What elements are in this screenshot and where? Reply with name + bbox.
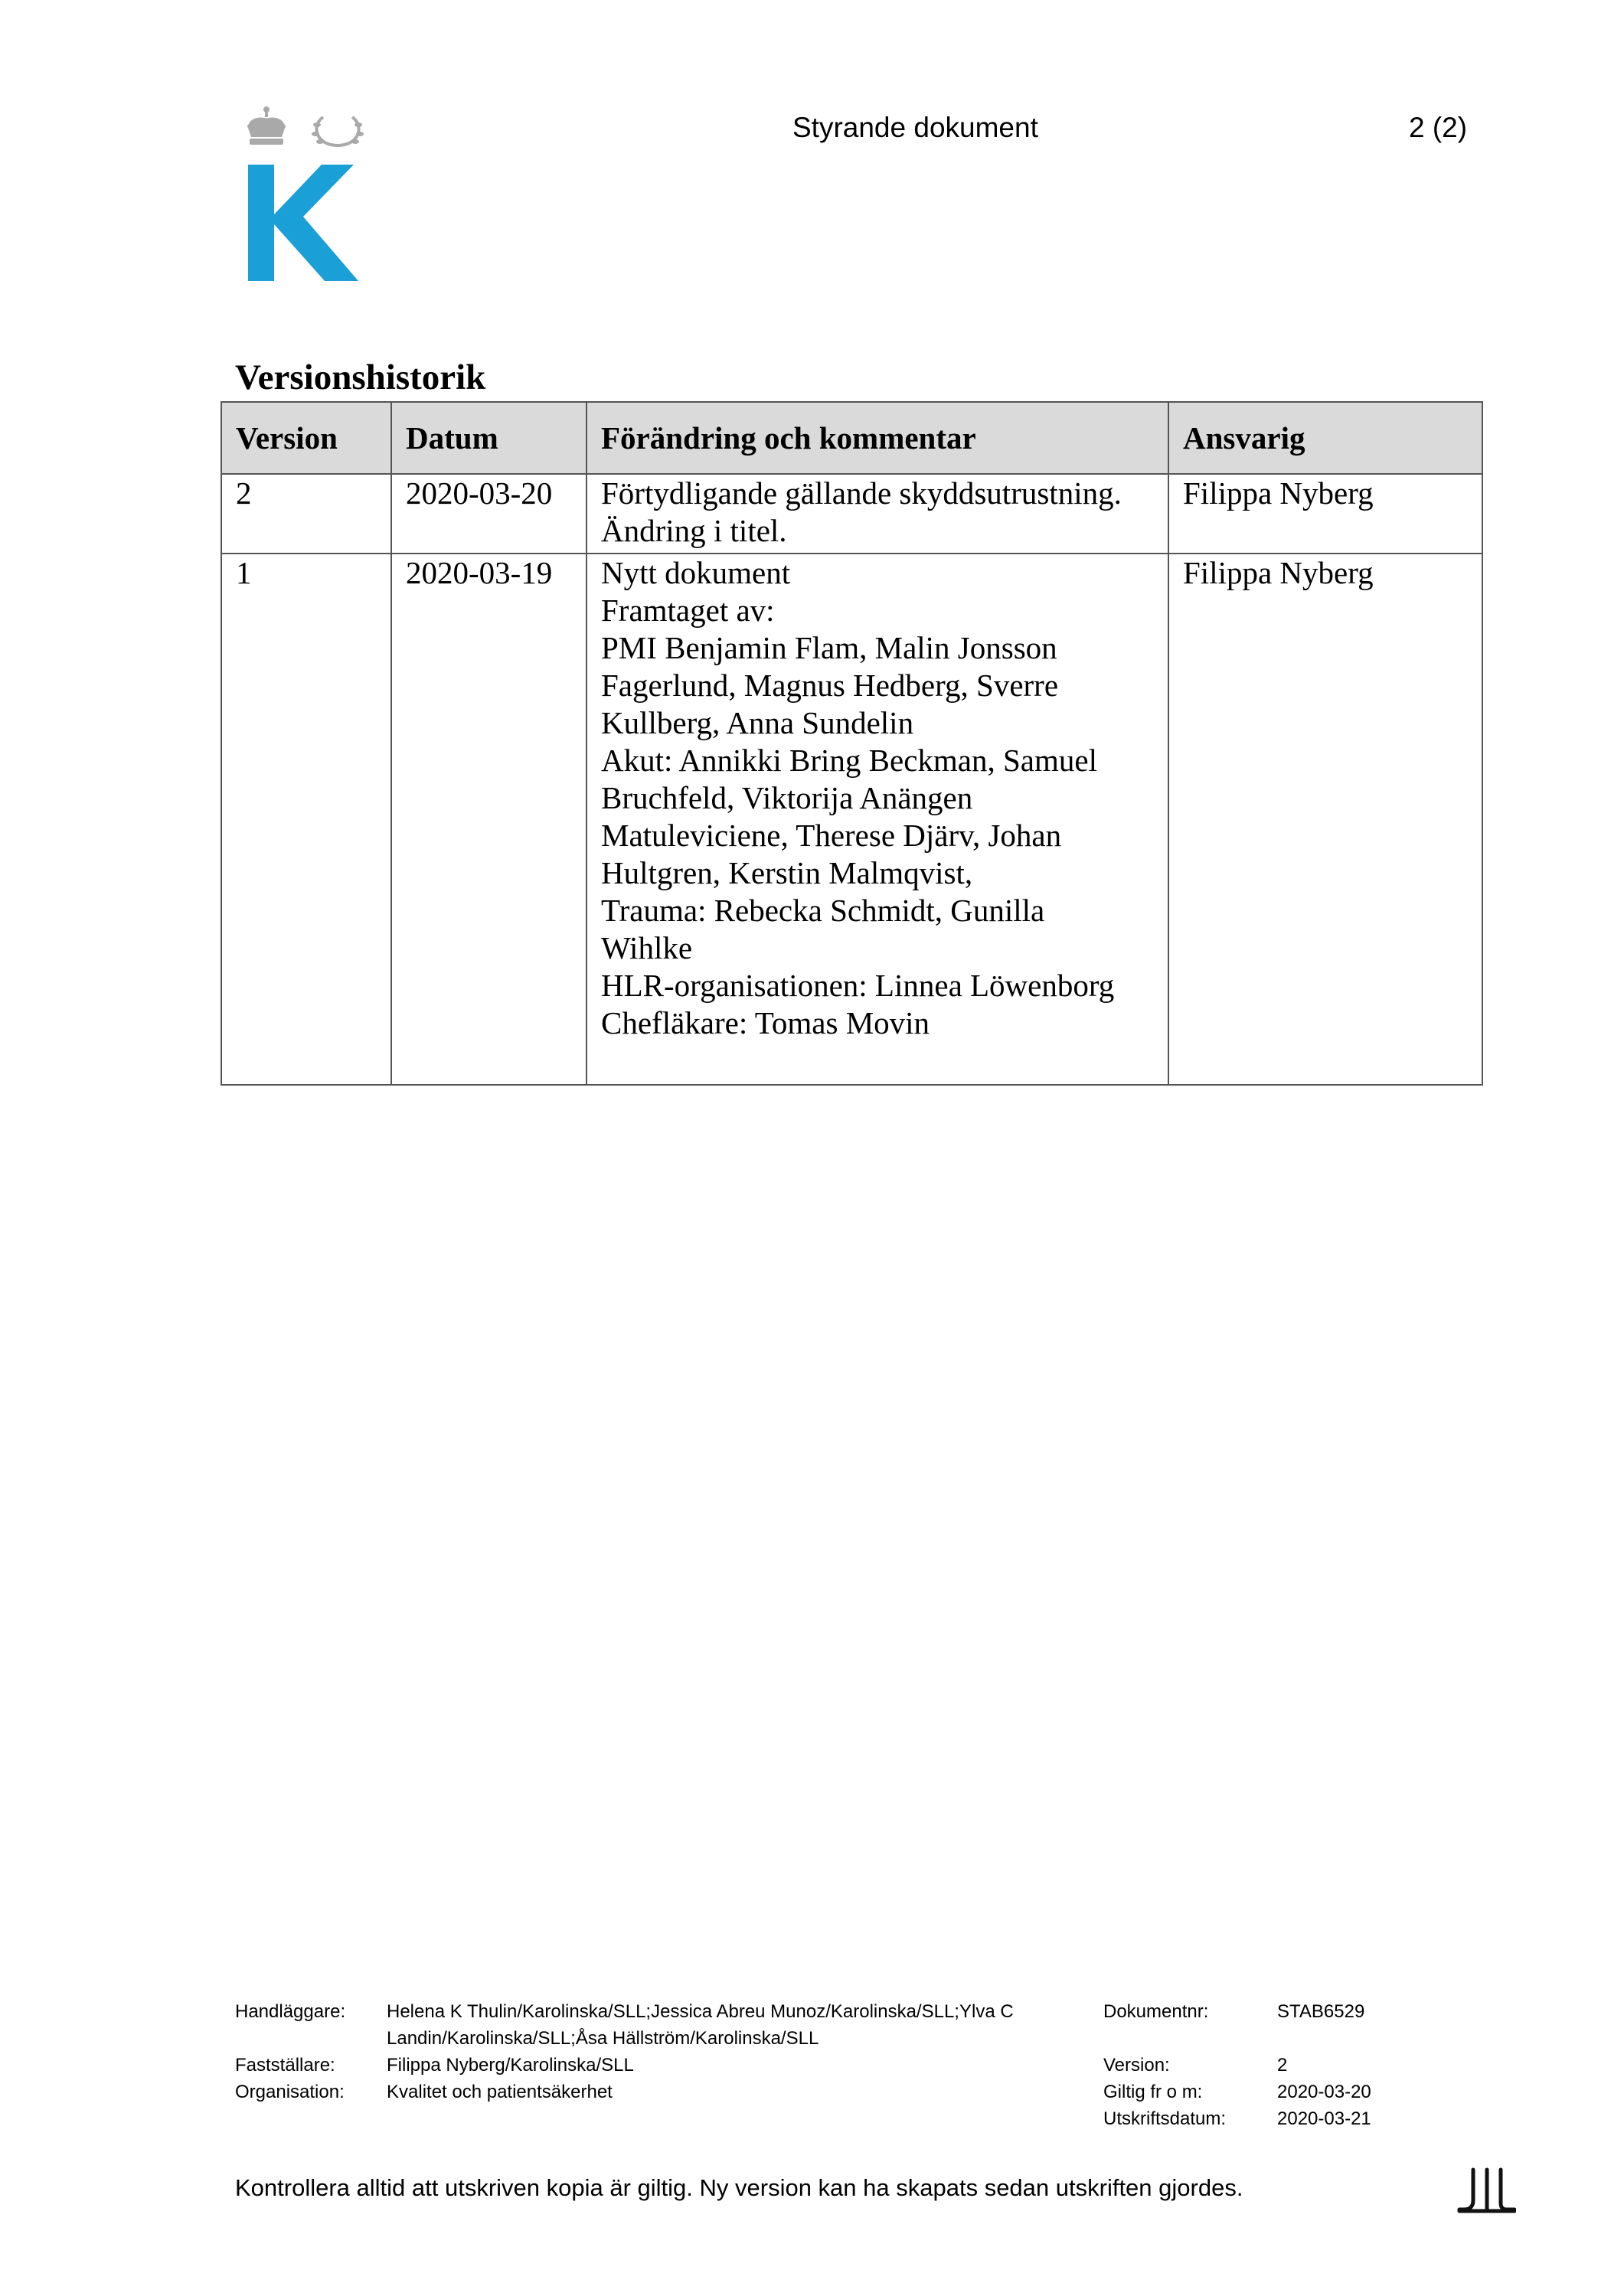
giltig-value: 2020-03-20 (1277, 2082, 1371, 2102)
page-number: 2 (2) (1409, 112, 1468, 143)
responsible-cell: Filippa Nyberg (1168, 554, 1482, 1085)
change-line: PMI Benjamin Flam, Malin Jonsson (601, 630, 1057, 665)
utskrift-label: Utskriftsdatum: (1103, 2108, 1227, 2129)
k-letter (248, 165, 358, 281)
change-line: HLR-organisationen: Linnea Löwenborg (601, 968, 1115, 1003)
organisation-value: Kvalitet och patientsäkerhet (387, 2082, 613, 2102)
date-cell: 2020-03-20 (391, 474, 587, 554)
faststallare-value: Filippa Nyberg/Karolinska/SLL (387, 2055, 634, 2076)
change-line: Kullberg, Anna Sundelin (601, 705, 914, 740)
validity-note: Kontrollera alltid att utskriven kopia är giltig. Ny version kan ha skapats sedan utskriften gjordes. (235, 2174, 1243, 2201)
column-header-responsible: Ansvarig (1168, 402, 1482, 474)
change-line: Akut: Annikki Bring Beckman, Samuel (601, 743, 1097, 778)
change-line: Förtydligande gällande skyddsutrustning. (601, 475, 1122, 511)
handlaggare-label: Handläggare: (235, 2001, 346, 2022)
version-history-table (221, 401, 1483, 1086)
change-cell (587, 474, 1168, 554)
table-header-row (221, 402, 1482, 474)
column-header-date: Datum (391, 402, 587, 474)
organisation-label: Organisation: (235, 2082, 345, 2102)
crown-icon (247, 106, 286, 145)
change-line: Nytt dokument (601, 555, 791, 590)
change-line: Chefläkare: Tomas Movin (601, 1005, 930, 1040)
version-cell: 2 (221, 474, 391, 554)
change-line: Fagerlund, Magnus Hedberg, Sverre (601, 668, 1059, 703)
faststallare-label: Fastställare: (235, 2055, 335, 2076)
change-line: Matuleviciene, Therese Djärv, Johan (601, 818, 1062, 853)
giltig-label: Giltig fr o m: (1103, 2082, 1203, 2102)
change-line: Hultgren, Kerstin Malmqvist, (601, 855, 973, 890)
handlaggare-value-cont: Landin/Karolinska/SLL;Åsa Hällström/Karolinska/SLL (387, 2028, 819, 2049)
change-line: Ändring i titel. (601, 513, 787, 548)
date-cell: 2020-03-19 (391, 554, 587, 1085)
change-line: Wihlke (601, 930, 693, 965)
table-row (221, 554, 1482, 1085)
change-line: Trauma: Rebecka Schmidt, Gunilla (601, 893, 1045, 928)
change-line: Bruchfeld, Viktorija Anängen (601, 780, 973, 815)
version-value: 2 (1277, 2055, 1288, 2076)
table-row (221, 474, 1482, 554)
karolinska-logo (237, 103, 368, 283)
sll-logo-icon (1456, 2167, 1516, 2214)
version-label: Version: (1103, 2055, 1170, 2076)
column-header-version: Version (221, 402, 391, 474)
utskrift-value: 2020-03-21 (1277, 2108, 1371, 2129)
responsible-cell: Filippa Nyberg (1168, 474, 1482, 554)
dokumentnr-label: Dokumentnr: (1103, 2001, 1209, 2022)
dokumentnr-value: STAB6529 (1277, 2001, 1365, 2022)
change-cell (587, 554, 1168, 1085)
change-line: Framtaget av: (601, 593, 775, 628)
version-cell: 1 (221, 554, 391, 1085)
document-type: Styrande dokument (792, 112, 1038, 143)
section-title: Versionshistorik (235, 358, 486, 397)
handlaggare-value: Helena K Thulin/Karolinska/SLL;Jessica Abreu Munoz/Karolinska/SLL;Ylva C (387, 2001, 1014, 2022)
column-header-change: Förändring och kommentar (587, 402, 1168, 474)
